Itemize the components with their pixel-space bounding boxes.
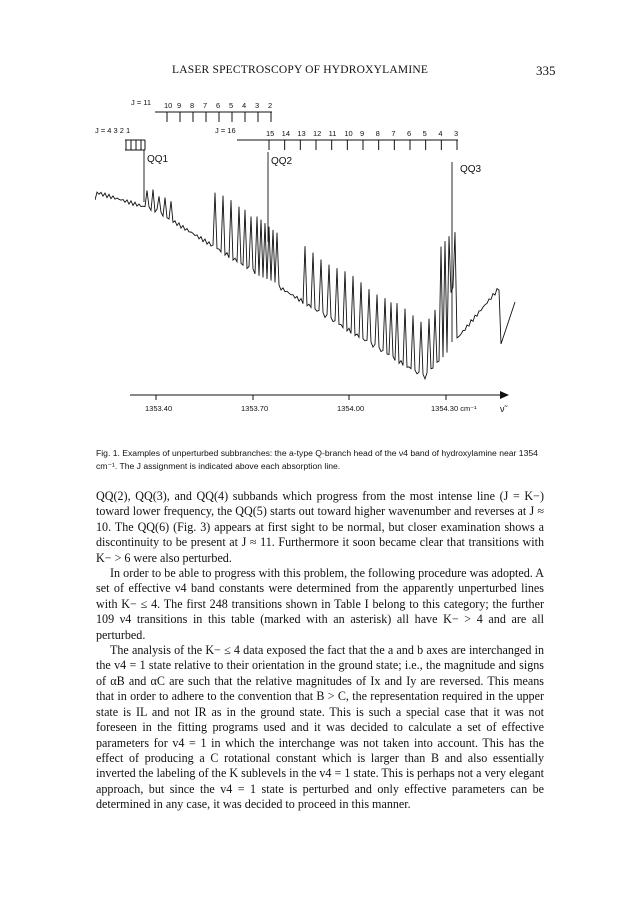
- series2-label: J = 4 3 2 1: [95, 126, 131, 135]
- series1-tick-label: 9: [177, 101, 182, 110]
- band-label-qq3: QQ3: [460, 164, 482, 175]
- series3-tick-label: 10: [344, 129, 353, 138]
- spectrum-figure: [95, 92, 540, 422]
- series3-ladder: [215, 126, 458, 150]
- series1-label: J = 11: [131, 98, 152, 107]
- series3-tick-label: 9: [360, 129, 365, 138]
- series1-tick-label: 3: [255, 101, 260, 110]
- series3-tick-label: 3: [454, 129, 459, 138]
- series1-ladder: [131, 98, 272, 122]
- series2-ladder: [95, 126, 145, 150]
- band-label-qq1: QQ1: [147, 154, 169, 165]
- series3-tick-label: 7: [391, 129, 396, 138]
- page-header: [0, 64, 635, 84]
- series1-tick-label: 4: [242, 101, 247, 110]
- series3-tick-label: 11: [328, 129, 337, 138]
- series1-tick-label: 10: [164, 101, 173, 110]
- series3-tick-label: 15: [266, 129, 275, 138]
- axis-tick-label: 1353.40: [145, 404, 173, 413]
- caption-lead: Fig. 1.: [96, 448, 120, 458]
- series3-tick-label: 4: [438, 129, 443, 138]
- page-number: 335: [536, 63, 556, 78]
- series3-tick-label: 5: [422, 129, 427, 138]
- axis-symbol: ν̃: [500, 404, 505, 414]
- paragraph: In order to be able to progress with this problem, the following procedure was adopted. A set of effective ν4 band constants were determined from the apparently unperturbed lines with K− ≤ 4. The first 248 transitions shown in Table I belong to this category; the further 109 ν4 transitions in this table (marked with an asterisk) all have K− > 4 and are all perturbed.: [96, 566, 544, 642]
- series3-tick-label: 8: [375, 129, 380, 138]
- series3-label: J = 16: [215, 126, 236, 135]
- series1-tick-label: 5: [229, 101, 234, 110]
- series1-tick-label: 6: [216, 101, 221, 110]
- body-text: [96, 489, 544, 813]
- axis-tick-label: 1353.70: [241, 404, 269, 413]
- series1-tick-label: 2: [268, 101, 273, 110]
- series3-tick-label: 14: [281, 129, 291, 138]
- series1-tick-label: 7: [203, 101, 208, 110]
- running-title: LASER SPECTROSCOPY OF HYDROXYLAMINE: [172, 64, 429, 76]
- frequency-axis: [130, 391, 509, 414]
- caption-text: Examples of unperturbed subbranches: the a-type Q-branch head of the ν4 band of hydroxylamine near 1354 cm⁻¹. The J assignment is indicated above each absorption line.: [96, 448, 538, 471]
- axis-tick-label: 1354.30 cm⁻¹: [431, 404, 477, 413]
- paragraph: The analysis of the K− ≤ 4 data exposed the fact that the a and b axes are interchanged in the v4 = 1 state relative to their orientation in the ground state; i.e., the magnitude and signs of αB and αC are such that the relative magnitudes of Ix and Iy are reversed. This means that in order to adhere to the convention that B > C, the representation required in the upper state is IL and not IR as in the ground state. This is such a special case that it was not foreseen in the fitting programs used and it was decided to calculate a set of effective parameters for v4 = 1 in which the interchange was not taken into account. This has the effect of producing a C rotational constant which is larger than B and also essentially inverted the labeling of the K sublevels in the v4 = 1 state. This is perhaps not a very elegant approach, but since the v4 = 1 state is perturbed and only effective parameters can be determined in any case, it was decided to proceed in this manner.: [96, 643, 544, 812]
- series3-tick-label: 13: [297, 129, 306, 138]
- band-label-qq2: QQ2: [271, 156, 293, 167]
- series3-tick-label: 12: [313, 129, 322, 138]
- figure-caption: [96, 447, 544, 473]
- paragraph: QQ(2), QQ(3), and QQ(4) subbands which progress from the most intense line (J = K−) toward lower frequency, the QQ(5) starts out toward higher wavenumber and reverses at J ≈ 10. The QQ(6) (Fig. 3) appears at first sight to be normal, but closer examination shows a discontinuity to be present at J ≈ 11. Furthermore it soon became clear that transitions with K− > 6 were also perturbed.: [96, 489, 544, 565]
- series3-tick-label: 6: [407, 129, 412, 138]
- axis-tick-label: 1354.00: [337, 404, 365, 413]
- spectrum-plot: [95, 92, 540, 422]
- series1-tick-label: 8: [190, 101, 195, 110]
